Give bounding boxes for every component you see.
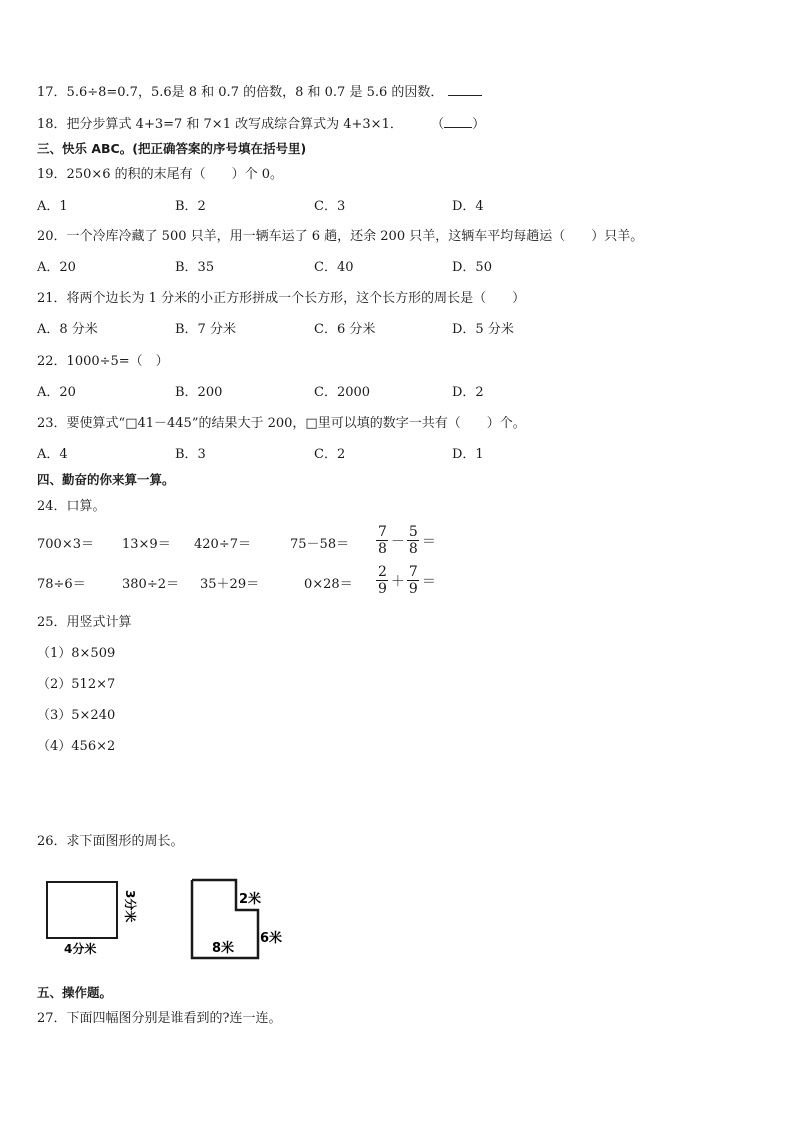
right-side-label: 6米 [260,931,283,946]
denominator: 8 [378,541,387,557]
question-23-stem: 23．要使算式“□41－445”的结果大于 200，□里可以填的数字一共有（ ）个。 [37,416,526,431]
q22-option-c[interactable]: C．2000 [314,385,371,400]
oral-calc-item: 78÷6＝ [37,577,86,592]
fraction-expression-2 [374,564,436,597]
numerator: 7 [378,524,387,540]
fraction-expression-1 [374,524,436,557]
question-17 [37,83,482,102]
rectangle-figure [40,878,150,958]
section-3-title: 三、快乐 ABC。(把正确答案的序号填在括号里) [37,141,307,156]
bottom-side-label: 8米 [212,941,235,956]
oral-calc-item: 35＋29＝ [200,577,260,592]
paren-close: ） [472,117,486,132]
denominator: 9 [408,581,418,597]
q19-option-c[interactable]: C．3 [314,199,346,214]
q23-option-a[interactable]: A．4 [37,447,68,462]
vertical-calc-item: （4）456×2 [37,739,116,754]
q21-option-a[interactable]: A．8 分米 [37,322,98,337]
fraction [407,524,420,557]
vertical-calc-item: （2）512×7 [37,677,116,692]
q23-option-d[interactable]: D．1 [452,447,484,462]
answer-blank-17[interactable] [448,83,482,96]
denominator: 8 [408,541,418,557]
question-25-label: 25．用竖式计算 [37,615,132,630]
question-21-stem: 21．将两个边长为 1 分米的小正方形拼成一个长方形，这个长方形的周长是（ ） [37,291,526,306]
operator: － [390,533,405,550]
fraction [376,524,389,557]
q22-option-a[interactable]: A．20 [37,385,76,400]
q21-option-b[interactable]: B．7 分米 [175,322,236,337]
rect-bottom-label: 4分米 [64,942,97,956]
question-22-stem: 22．1000÷5=（ ） [37,354,169,369]
q23-option-b[interactable]: B．3 [175,447,206,462]
paren-open: （ [431,117,445,132]
question-26-label: 26．求下面图形的周长。 [37,834,184,849]
answer-blank-18[interactable] [444,115,472,128]
question-18-text: 18．把分步算式 4+3=7 和 7×1 改写成综合算式为 4+3×1． [37,117,403,132]
oral-calc-item: 700×3＝ [37,537,94,552]
fraction [376,564,389,597]
q23-option-c[interactable]: C．2 [314,447,346,462]
q19-option-b[interactable]: B．2 [175,199,206,214]
equals-sign: ＝ [421,573,436,590]
vertical-calc-item: （1）8×509 [37,646,116,661]
fraction [407,564,420,597]
section-5-title: 五、操作题。 [37,985,113,1000]
question-24-label: 24．口算。 [37,499,106,514]
notch-label: 2米 [239,892,262,907]
numerator: 7 [408,564,418,580]
oral-calc-item: 0×28＝ [304,577,353,592]
q20-option-d[interactable]: D．50 [452,260,492,275]
q20-option-a[interactable]: A．20 [37,260,76,275]
section-4-title: 四、勤奋的你来算一算。 [37,472,175,487]
q22-option-b[interactable]: B．200 [175,385,223,400]
oral-calc-item: 75－58＝ [290,537,350,552]
question-18 [37,115,485,134]
q20-option-b[interactable]: B．35 [175,260,215,275]
q19-option-a[interactable]: A．1 [37,199,68,214]
q22-option-d[interactable]: D．2 [452,385,484,400]
question-27-text: 27．下面四幅图分别是谁看到的?连一连。 [37,1011,282,1026]
notched-figure [188,876,288,966]
oral-calc-item: 380÷2＝ [122,577,179,592]
q21-option-c[interactable]: C．6 分米 [314,322,376,337]
numerator: 5 [408,524,418,540]
vertical-calc-item: （3）5×240 [37,708,116,723]
equals-sign: ＝ [421,533,436,550]
denominator: 9 [378,581,387,597]
question-20-stem: 20．一个冷库冷藏了 500 只羊，用一辆车运了 6 趟，还余 200 只羊，这辆车平均每趟运（ ）只羊。 [37,229,644,244]
numerator: 2 [378,564,387,580]
rect-side-label: 3分米 [123,890,137,923]
oral-calc-item: 420÷7＝ [194,537,251,552]
q19-option-d[interactable]: D．4 [452,199,484,214]
question-19-stem: 19．250×6 的积的末尾有（ ）个 0。 [37,167,284,182]
oral-calc-item: 13×9＝ [122,537,171,552]
q20-option-c[interactable]: C．40 [314,260,354,275]
q21-option-d[interactable]: D．5 分米 [452,322,514,337]
question-17-text: 17．5.6÷8=0.7，5.6是 8 和 0.7 的倍数，8 和 0.7 是 5.6 的因数． [37,85,444,100]
operator: ＋ [390,573,405,590]
